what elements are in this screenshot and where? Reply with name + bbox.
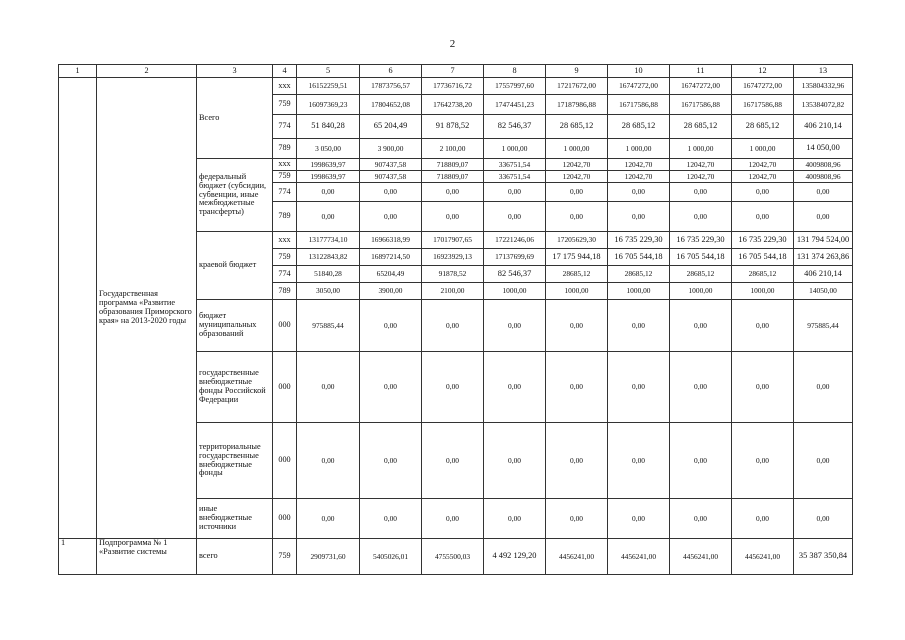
value-cell: 16 705 544,18 [732,249,794,266]
budget-table [58,64,853,575]
source-label-cell: бюджет муниципальных образований [197,300,273,352]
total-value-cell: 0,00 [794,499,853,539]
total-value-cell: 131 374 263,86 [794,249,853,266]
header-cell: 10 [608,65,670,78]
value-cell: 12042,70 [608,171,670,183]
value-cell: 17873756,57 [360,78,422,95]
value-cell: 4456241,00 [732,539,794,575]
total-value-cell: 0,00 [794,423,853,499]
budget-code-cell: 000 [273,499,297,539]
value-cell: 0,00 [732,352,794,423]
value-cell: 17205629,30 [546,232,608,249]
value-cell: 0,00 [608,300,670,352]
budget-code-cell: 774 [273,183,297,202]
budget-code-cell: 759 [273,539,297,575]
value-cell: 0,00 [484,202,546,232]
budget-code-cell: xxx [273,159,297,171]
value-cell: 2 100,00 [422,139,484,159]
value-cell: 1 000,00 [546,139,608,159]
value-cell: 0,00 [608,499,670,539]
value-cell: 17474451,23 [484,95,546,115]
value-cell: 1 000,00 [732,139,794,159]
value-cell: 0,00 [422,202,484,232]
budget-code-cell: 000 [273,300,297,352]
value-cell: 12042,70 [608,159,670,171]
total-value-cell: 406 210,14 [794,266,853,283]
value-cell: 17187986,88 [546,95,608,115]
value-cell: 12042,70 [546,171,608,183]
value-cell: 13122843,82 [297,249,360,266]
value-cell: 17557997,60 [484,78,546,95]
value-cell: 16717586,88 [732,95,794,115]
source-label-cell: государственные внебюджетные фонды Российской Федерации [197,352,273,423]
value-cell: 17221246,06 [484,232,546,249]
value-cell: 91878,52 [422,266,484,283]
value-cell: 0,00 [608,183,670,202]
total-value-cell: 0,00 [794,183,853,202]
budget-code-cell: 774 [273,115,297,139]
value-cell: 16966318,99 [360,232,422,249]
subprogram-name-cell: Подпрограмма № 1 «Развитие системы [97,539,197,575]
value-cell: 16152259,51 [297,78,360,95]
value-cell: 0,00 [670,352,732,423]
value-cell: 0,00 [546,352,608,423]
value-cell: 4456241,00 [670,539,732,575]
value-cell: 28685,12 [670,266,732,283]
value-cell: 1 000,00 [484,139,546,159]
value-cell: 0,00 [297,183,360,202]
source-label-total: Всего [197,78,273,159]
value-cell: 91 878,52 [422,115,484,139]
value-cell: 16 735 229,30 [608,232,670,249]
value-cell: 51 840,28 [297,115,360,139]
value-cell: 28 685,12 [732,115,794,139]
value-cell: 12042,70 [670,159,732,171]
value-cell: 0,00 [732,499,794,539]
value-cell: 718809,07 [422,171,484,183]
header-cell: 12 [732,65,794,78]
value-cell: 28 685,12 [670,115,732,139]
value-cell: 0,00 [297,202,360,232]
header-cell: 4 [273,65,297,78]
header-cell: 11 [670,65,732,78]
value-cell: 2100,00 [422,283,484,300]
value-cell: 5405026,01 [360,539,422,575]
budget-code-cell: 774 [273,266,297,283]
value-cell: 16717586,88 [670,95,732,115]
value-cell: 1000,00 [546,283,608,300]
value-cell: 28685,12 [546,266,608,283]
budget-code-cell: 759 [273,95,297,115]
value-cell: 28 685,12 [546,115,608,139]
value-cell: 0,00 [546,183,608,202]
value-cell: 12042,70 [732,159,794,171]
row-number-cell [59,78,97,539]
value-cell: 16 705 544,18 [670,249,732,266]
value-cell: 0,00 [360,352,422,423]
header-cell: 1 [59,65,97,78]
value-cell: 0,00 [546,202,608,232]
header-cell: 7 [422,65,484,78]
budget-code-cell: xxx [273,232,297,249]
value-cell: 0,00 [484,183,546,202]
header-cell: 3 [197,65,273,78]
value-cell: 17217672,00 [546,78,608,95]
total-value-cell: 4009808,96 [794,159,853,171]
value-cell: 0,00 [670,423,732,499]
value-cell: 12042,70 [670,171,732,183]
value-cell: 1 000,00 [670,139,732,159]
header-cell: 6 [360,65,422,78]
value-cell: 0,00 [546,499,608,539]
value-cell: 0,00 [484,352,546,423]
value-cell: 0,00 [422,423,484,499]
value-cell: 0,00 [608,423,670,499]
value-cell: 0,00 [484,423,546,499]
value-cell: 17804652,08 [360,95,422,115]
total-value-cell: 14 050,00 [794,139,853,159]
value-cell: 0,00 [732,423,794,499]
header-cell: 8 [484,65,546,78]
budget-code-cell: 789 [273,139,297,159]
value-cell: 17642738,20 [422,95,484,115]
value-cell: 12042,70 [546,159,608,171]
value-cell: 0,00 [297,352,360,423]
value-cell: 0,00 [546,300,608,352]
value-cell: 0,00 [360,423,422,499]
value-cell: 0,00 [360,183,422,202]
value-cell: 16 705 544,18 [608,249,670,266]
value-cell: 0,00 [546,423,608,499]
value-cell: 0,00 [732,183,794,202]
value-cell: 16097369,23 [297,95,360,115]
value-cell: 17736716,72 [422,78,484,95]
value-cell: 0,00 [297,423,360,499]
value-cell: 907437,58 [360,171,422,183]
budget-code-cell: 789 [273,202,297,232]
subprogram-row [59,539,853,575]
header-cell: 13 [794,65,853,78]
value-cell: 0,00 [608,352,670,423]
total-value-cell: 135804332,96 [794,78,853,95]
row-number-cell: 1 [59,539,97,575]
value-cell: 0,00 [732,300,794,352]
budget-code-cell: 789 [273,283,297,300]
source-label-cell: территориальные государственные внебюджетные фонды [197,423,273,499]
budget-code-cell: 759 [273,249,297,266]
value-cell: 28 685,12 [608,115,670,139]
source-label-regional: краевой бюджет [197,232,273,300]
value-cell: 65 204,49 [360,115,422,139]
value-cell: 12042,70 [732,171,794,183]
budget-code-cell: 000 [273,352,297,423]
total-value-cell: 131 794 524,00 [794,232,853,249]
value-cell: 16 735 229,30 [732,232,794,249]
value-cell: 0,00 [670,300,732,352]
value-cell: 0,00 [670,202,732,232]
value-cell: 0,00 [360,300,422,352]
value-cell: 0,00 [360,499,422,539]
total-value-cell: 975885,44 [794,300,853,352]
source-label-federal: федеральный бюджет (субсидии, субвенции, иные межбюджетные трансферты) [197,159,273,232]
value-cell: 0,00 [422,300,484,352]
page-number: 2 [449,38,456,50]
header-cell: 5 [297,65,360,78]
value-cell: 336751,54 [484,159,546,171]
header-cell: 2 [97,65,197,78]
value-cell: 718809,07 [422,159,484,171]
value-cell: 16747272,00 [732,78,794,95]
value-cell: 1998639,97 [297,159,360,171]
header-cell: 9 [546,65,608,78]
value-cell: 4456241,00 [608,539,670,575]
total-value-cell: 135384072,82 [794,95,853,115]
value-cell: 17 175 944,18 [546,249,608,266]
value-cell: 0,00 [732,202,794,232]
budget-code-cell: xxx [273,78,297,95]
value-cell: 0,00 [422,183,484,202]
value-cell: 16 735 229,30 [670,232,732,249]
value-cell: 4 492 129,20 [484,539,546,575]
value-cell: 0,00 [422,499,484,539]
value-cell: 16747272,00 [670,78,732,95]
total-value-cell: 35 387 350,84 [794,539,853,575]
budget-code-cell: 759 [273,171,297,183]
value-cell: 975885,44 [297,300,360,352]
table-row [59,78,853,95]
value-cell: 17137699,69 [484,249,546,266]
value-cell: 3900,00 [360,283,422,300]
value-cell: 336751,54 [484,171,546,183]
value-cell: 0,00 [360,202,422,232]
total-value-cell: 4009808,96 [794,171,853,183]
value-cell: 16897214,50 [360,249,422,266]
value-cell: 0,00 [484,300,546,352]
value-cell: 51840,28 [297,266,360,283]
total-value-cell: 0,00 [794,352,853,423]
value-cell: 65204,49 [360,266,422,283]
value-cell: 28685,12 [608,266,670,283]
budget-code-cell: 000 [273,423,297,499]
value-cell: 3 900,00 [360,139,422,159]
value-cell: 0,00 [422,352,484,423]
value-cell: 1000,00 [484,283,546,300]
value-cell: 82 546,37 [484,266,546,283]
value-cell: 13177734,10 [297,232,360,249]
source-label-cell: иные внебюджетные источники [197,499,273,539]
total-value-cell: 0,00 [794,202,853,232]
value-cell: 3 050,00 [297,139,360,159]
value-cell: 0,00 [484,499,546,539]
value-cell: 16923929,13 [422,249,484,266]
value-cell: 0,00 [670,183,732,202]
value-cell: 0,00 [297,499,360,539]
program-name-cell: Государственная программа «Развитие образования Приморского края» на 2013-2020 годы [97,78,197,539]
source-label-cell: всего [197,539,273,575]
value-cell: 16747272,00 [608,78,670,95]
value-cell: 17017907,65 [422,232,484,249]
value-cell: 4456241,00 [546,539,608,575]
value-cell: 1000,00 [670,283,732,300]
total-value-cell: 14050,00 [794,283,853,300]
value-cell: 0,00 [670,499,732,539]
value-cell: 1000,00 [608,283,670,300]
value-cell: 1000,00 [732,283,794,300]
value-cell: 4755500,03 [422,539,484,575]
value-cell: 2909731,60 [297,539,360,575]
value-cell: 0,00 [608,202,670,232]
header-row [59,65,853,78]
value-cell: 1 000,00 [608,139,670,159]
value-cell: 16717586,88 [608,95,670,115]
value-cell: 82 546,37 [484,115,546,139]
value-cell: 3050,00 [297,283,360,300]
value-cell: 907437,58 [360,159,422,171]
total-value-cell: 406 210,14 [794,115,853,139]
value-cell: 28685,12 [732,266,794,283]
value-cell: 1998639,97 [297,171,360,183]
